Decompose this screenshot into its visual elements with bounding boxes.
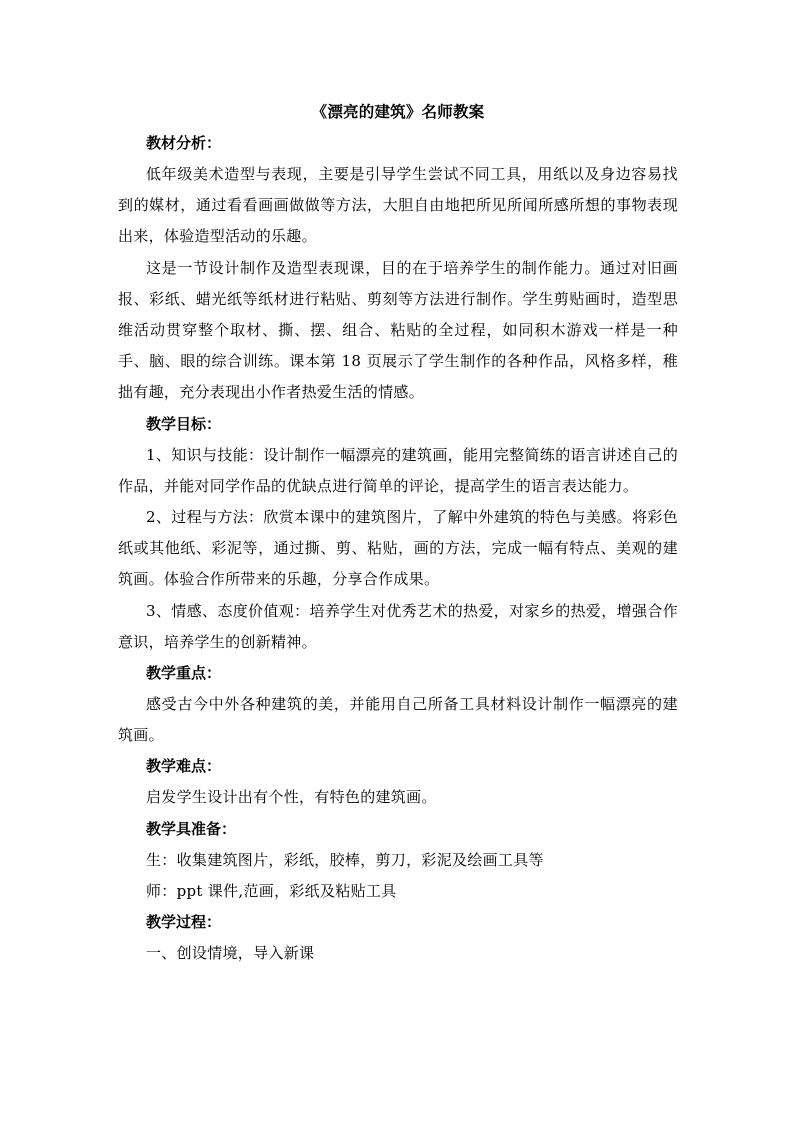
section-heading-material-analysis: 教材分析： bbox=[146, 134, 222, 152]
paragraph: 启发学生设计出有个性，有特色的建筑画。 bbox=[146, 788, 437, 807]
section-heading-teaching-goals: 教学目标： bbox=[146, 414, 222, 433]
paragraph: 低年级美术造型与表现，主要是引导学生尝试不同工具，用纸以及身边容易找到的媒材，通过看看画画做做等方法，大胆自由地把所见所闻所感所想的事物表现出来，体验造型活动的乐趣。 bbox=[118, 165, 678, 246]
paragraph: 一、创设情境，导入新课 bbox=[146, 944, 315, 963]
paragraph: 感受古今中外各种建筑的美，并能用自己所备工具材料设计制作一幅漂亮的建筑画。 bbox=[118, 695, 678, 745]
paragraph: 师：ppt 课件,范画，彩纸及粘贴工具 bbox=[146, 881, 397, 900]
paragraph: 生：收集建筑图片，彩纸，胶棒，剪刀，彩泥及绘画工具等 bbox=[146, 850, 544, 869]
section-heading-process: 教学过程： bbox=[146, 913, 222, 932]
section-heading-key-points: 教学重点： bbox=[146, 664, 222, 683]
document-title: 《漂亮的建筑》名师教案 bbox=[311, 102, 485, 121]
paragraph: 2、过程与方法：欣赏本课中的建筑图片，了解中外建筑的特色与美感。将彩色纸或其他纸、彩泥等，通过撕、剪、粘贴，画的方法，完成一幅有特点、美观的建筑画。体验合作所带来的乐趣，分享合作成果。 bbox=[118, 508, 678, 589]
section-heading-materials: 教学具准备： bbox=[146, 819, 237, 838]
paragraph: 1、知识与技能：设计制作一幅漂亮的建筑画，能用完整简练的语言讲述自己的作品，并能对同学作品的优缺点进行简单的评论，提高学生的语言表达能力。 bbox=[118, 445, 678, 495]
section-heading-difficulties: 教学难点： bbox=[146, 757, 222, 776]
document-page bbox=[118, 96, 678, 969]
paragraph: 这是一节设计制作及造型表现课，目的在于培养学生的制作能力。通过对旧画报、彩纸、蜡光纸等纸材进行粘贴、剪刻等方法进行制作。学生剪贴画时，造型思维活动贯穿整个取材、撕、摆、组合、粘贴的全过程，如同积木游戏一样是一种手、脑、眼的综合训练。课本第 18 页展示了学生制作的各种作品，风格多样，稚拙有趣，充分表现出小作者热爱生活的情感。 bbox=[118, 258, 678, 402]
paragraph: 3、情感、态度价值观：培养学生对优秀艺术的热爱，对家乡的热爱，增强合作意识，培养学生的创新精神。 bbox=[118, 601, 678, 651]
